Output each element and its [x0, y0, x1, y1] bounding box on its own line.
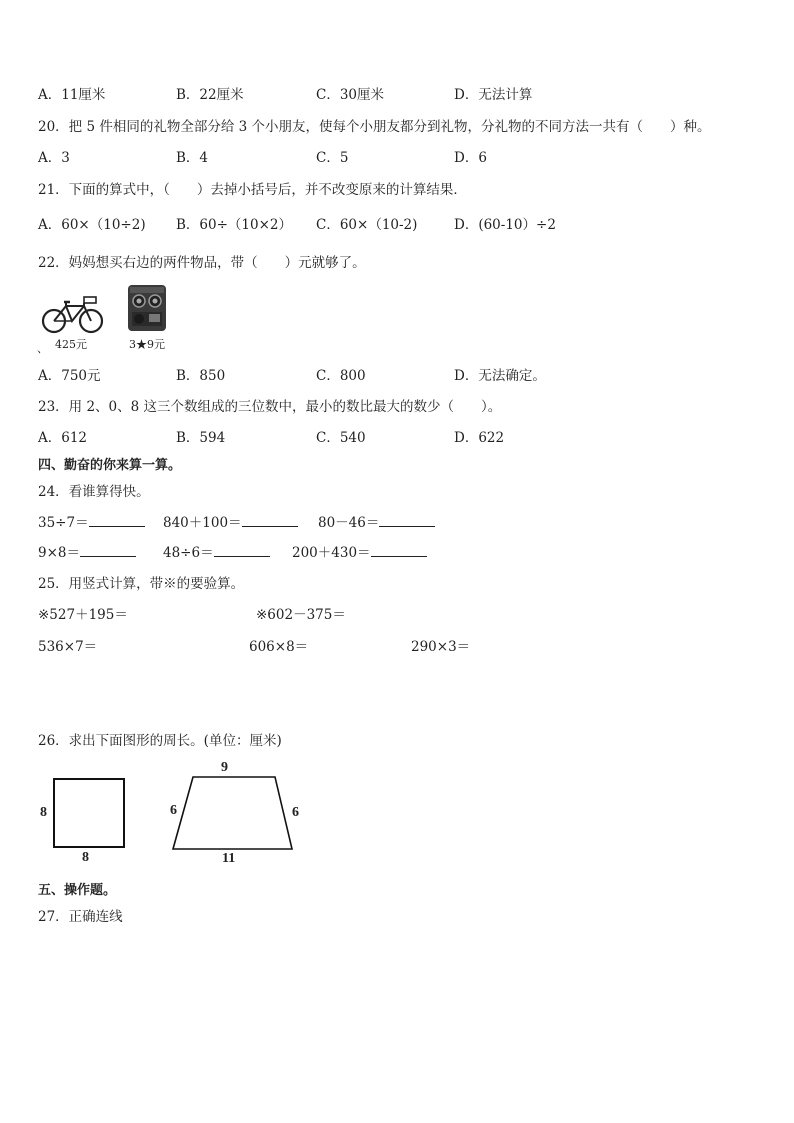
- option-d: D．622: [454, 430, 505, 446]
- option-d: D．(60-10）÷2: [454, 217, 556, 233]
- option-a: A．11厘米: [38, 87, 106, 103]
- option-c: C．60×（10-2): [316, 217, 418, 233]
- option-c: C．540: [316, 430, 366, 446]
- bike-price: 425元: [55, 338, 87, 351]
- trapezoid-shape: [173, 777, 292, 849]
- q23-text: 23．用 2、0、8 这三个数组成的三位数中，最小的数比最大的数少（ ）。: [38, 399, 502, 415]
- q25-item: ※602－375＝: [256, 607, 346, 623]
- q27-text: 27．正确连线: [38, 909, 123, 925]
- option-b: B．60÷（10×2）: [176, 217, 292, 233]
- option-b: B．850: [176, 368, 226, 384]
- option-b: B．22厘米: [176, 87, 244, 103]
- q20-text: 20．把 5 件相同的礼物全部分给 3 个小朋友，使每个小朋友都分到礼物，分礼物的不同方法一共有（ ）种。: [38, 119, 711, 135]
- section-four-heading: 四、勤奋的你来算一算。: [38, 458, 182, 473]
- q21-text: 21．下面的算式中，（ ）去掉小括号后，并不改变原来的计算结果．: [38, 182, 467, 198]
- option-a: A．612: [38, 430, 88, 446]
- option-d: D．无法确定。: [454, 368, 546, 384]
- q26-text: 26．求出下面图形的周长。(单位：厘米): [38, 733, 282, 749]
- option-d: D．无法计算: [454, 87, 533, 103]
- section-five-heading: 五、操作题。: [38, 883, 117, 898]
- square-bottom-label: 8: [82, 850, 89, 865]
- option-a: A．3: [38, 150, 70, 166]
- q25-item: 290×3＝: [411, 639, 471, 655]
- option-c: C．800: [316, 368, 366, 384]
- trapezoid-left-label: 6: [170, 803, 177, 818]
- trapezoid-top-label: 9: [221, 760, 228, 775]
- option-a: A．750元: [38, 368, 101, 384]
- trapezoid-bottom-label: 11: [222, 851, 236, 866]
- q24-item: 200＋430＝: [292, 541, 427, 561]
- option-b: B．4: [176, 150, 209, 166]
- square-shape: [54, 779, 124, 847]
- option-a: A．60×（10÷2): [38, 217, 146, 233]
- q24-text: 24．看谁算得快。: [38, 484, 150, 500]
- q25-item: ※527＋195＝: [38, 607, 128, 623]
- option-c: C．5: [316, 150, 349, 166]
- q24-item: 35÷7＝: [38, 511, 145, 531]
- square-side-label: 8: [40, 805, 47, 820]
- q25-text: 25．用竖式计算，带※的要验算。: [38, 576, 245, 592]
- q24-item: 840＋100＝: [163, 511, 298, 531]
- q24-item: 9×8＝: [38, 541, 136, 561]
- q25-item: 536×7＝: [38, 639, 98, 655]
- trapezoid-right-label: 6: [292, 805, 299, 820]
- separator-mark: 、: [37, 342, 48, 355]
- q24-item: 80－46＝: [318, 511, 435, 531]
- option-d: D．6: [454, 150, 487, 166]
- q22-text: 22．妈妈想买右边的两件物品，带（ ）元就够了。: [38, 255, 366, 271]
- option-c: C．30厘米: [316, 87, 385, 103]
- option-b: B．594: [176, 430, 226, 446]
- q24-item: 48÷6＝: [163, 541, 270, 561]
- q25-item: 606×8＝: [249, 639, 309, 655]
- radio-price: 3★9元: [129, 338, 165, 351]
